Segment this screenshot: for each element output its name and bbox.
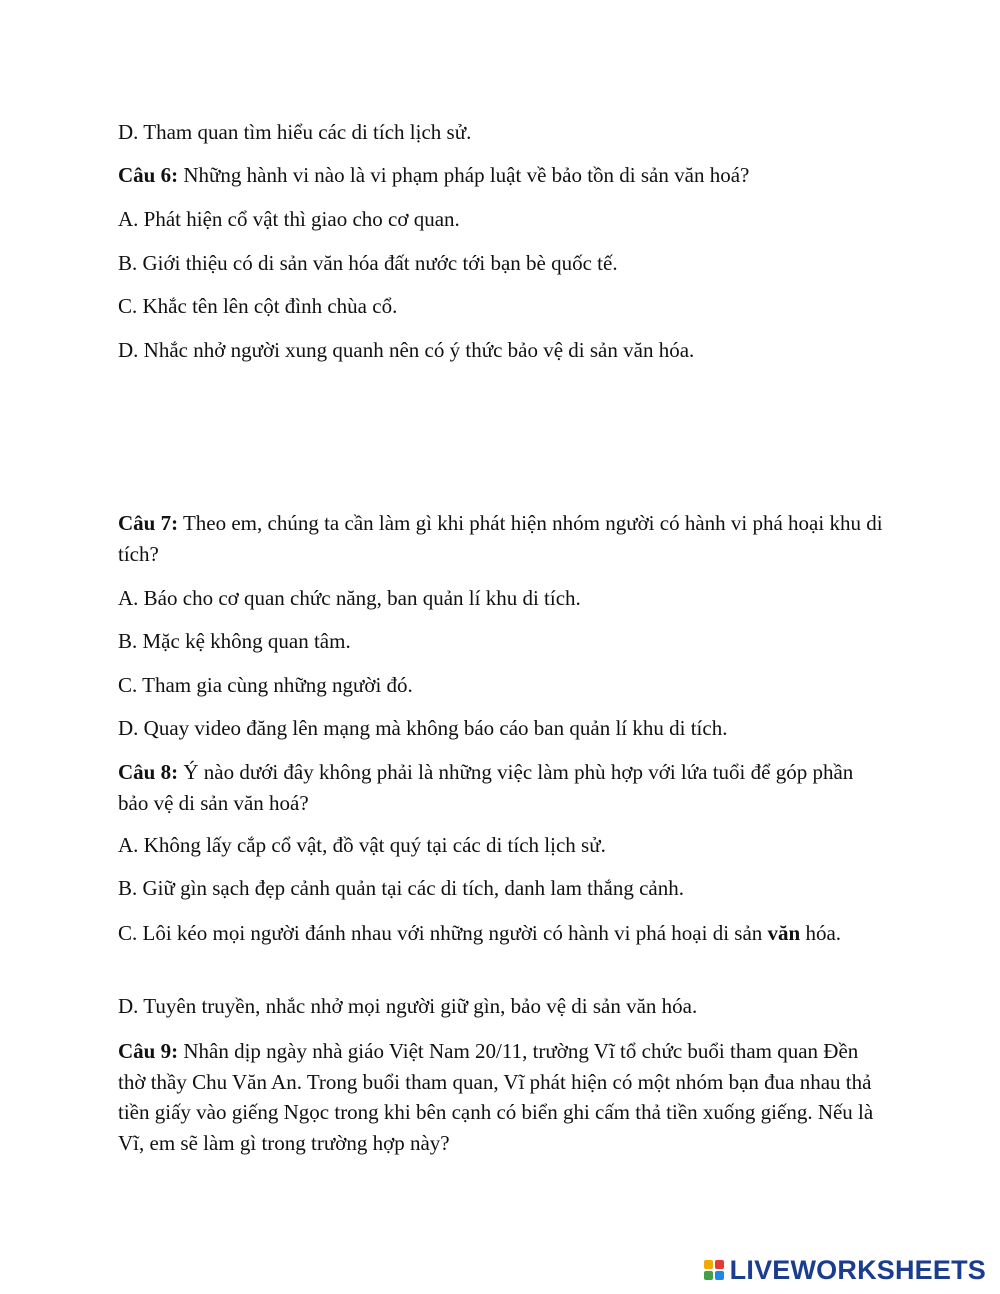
- q8-option-c-bold: văn: [767, 921, 801, 945]
- q8-option-c-text: C. Lôi kéo mọi người đánh nhau với những người có hành vi phá hoại di sản: [118, 921, 768, 945]
- q7-label: Câu 7:: [118, 511, 179, 535]
- logo-mark-square-4: [715, 1271, 724, 1280]
- q6-option-d: D. Nhắc nhở người xung quanh nên có ý thức bảo vệ di sản văn hóa.: [118, 338, 695, 362]
- q7-question: [118, 508, 888, 569]
- q6-label: Câu 6:: [118, 163, 179, 187]
- liveworksheets-logo: [704, 1252, 986, 1288]
- q8-option-a: A. Không lấy cắp cổ vật, đồ vật quý tại các di tích lịch sử.: [118, 833, 606, 857]
- q6-option-b: B. Giới thiệu có di sản văn hóa đất nước tới bạn bè quốc tế.: [118, 251, 618, 275]
- q9-question: [118, 1036, 888, 1158]
- q6-question: [118, 160, 749, 190]
- q7-option-a: A. Báo cho cơ quan chức năng, ban quản lí khu di tích.: [118, 586, 581, 610]
- q6-option-c: C. Khắc tên lên cột đình chùa cổ.: [118, 294, 398, 318]
- logo-mark-square-1: [704, 1260, 713, 1269]
- q8-option-b: B. Giữ gìn sạch đẹp cảnh quản tại các di tích, danh lam thắng cảnh.: [118, 876, 684, 900]
- q8-question: [118, 757, 888, 818]
- q7-option-d: D. Quay video đăng lên mạng mà không báo cáo ban quản lí khu di tích.: [118, 716, 728, 740]
- logo-mark-icon: [704, 1260, 724, 1280]
- q6-text: Những hành vi nào là vi phạm pháp luật về bảo tồn di sản văn hoá?: [178, 163, 750, 187]
- q8-option-d: D. Tuyên truyền, nhắc nhở mọi người giữ gìn, bảo vệ di sản văn hóa.: [118, 994, 698, 1018]
- q8-option-c-end: hóa.: [800, 921, 842, 945]
- q5-option-d: D. Tham quan tìm hiểu các di tích lịch sử.: [118, 120, 472, 144]
- q8-option-c: [118, 918, 888, 949]
- q9-text: Nhân dịp ngày nhà giáo Việt Nam 20/11, trường Vĩ tổ chức buổi tham quan Đền thờ thầy Chu Văn An. Trong buổi tham quan, Vĩ phát hiện có một nhóm bạn đua nhau thả tiền giấy vào giếng Ngọc trong khi bên cạnh có biển ghi cấm thả tiền xuống giếng. Nếu là Vĩ, em sẽ làm gì trong trường hợp này?: [118, 1039, 874, 1155]
- logo-mark-square-3: [704, 1271, 713, 1280]
- q7-option-c: C. Tham gia cùng những người đó.: [118, 673, 413, 697]
- logo-text: LIVEWORKSHEETS: [729, 1254, 986, 1285]
- q8-label: Câu 8:: [118, 760, 179, 784]
- q7-option-b: B. Mặc kệ không quan tâm.: [118, 629, 351, 653]
- q8-text: Ý nào dưới đây không phải là những việc làm phù hợp với lứa tuổi để góp phần bảo vệ di sản văn hoá?: [118, 760, 854, 815]
- q7-text: Theo em, chúng ta cần làm gì khi phát hiện nhóm người có hành vi phá hoại khu di tích?: [118, 511, 883, 566]
- q9-label: Câu 9:: [118, 1039, 179, 1063]
- logo-mark-square-2: [715, 1260, 724, 1269]
- q6-option-a: A. Phát hiện cổ vật thì giao cho cơ quan.: [118, 207, 460, 231]
